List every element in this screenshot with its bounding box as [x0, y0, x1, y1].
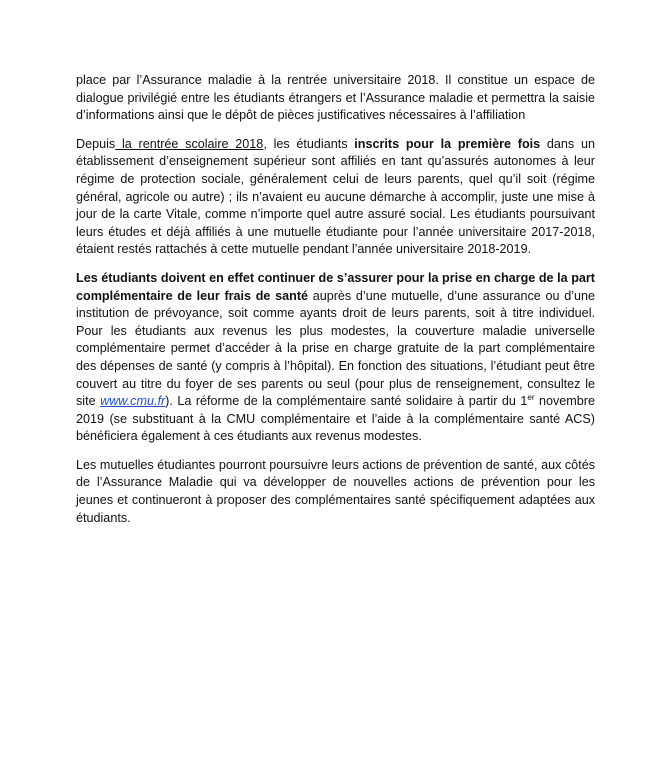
underlined-date-phrase: la rentrée scolaire 2018 [115, 136, 264, 151]
paragraph-affiliation-intro [76, 72, 595, 125]
document-page [76, 72, 595, 527]
paragraph-rentree-2018 [76, 136, 595, 259]
paragraph-text: auprès d’une mutuelle, d’une assurance ou d’une institution de prévoyance, soit comme ayants droit de leurs parents, soit à titre individuel. Pour les étudiants aux revenus les plus modestes, la couverture maladie universelle complémentaire permet d’accéder à la prise en charge gratuite de la part complémentaire des dépenses de santé (y compris à l’hôpital). En fonction des situations, l’étudiant peut être couvert au titre du foyer de ses parents ou seul (pour plus de renseignement, consultez le site [76, 288, 596, 409]
bold-phrase: inscrits pour la première fois [354, 136, 541, 151]
paragraph-text: novembre 2019 (se substituant à la CMU complémentaire et l’aide à la complémentaire santé ACS) bénéficiera également à ces étudiants aux revenus modestes. [76, 394, 595, 444]
paragraph-text: ). La réforme de la complémentaire santé solidaire à partir du 1 [165, 394, 528, 409]
paragraph-text: dans un établissement d’enseignement supérieur sont affiliés en tant qu’assurés autonomes à leur régime de protection sociale, généralement celui de leurs parents, quel qu’il soit (régime général, agricole ou autre) ; ils n’avaient eu aucune démarche à accomplir, juste une mise à jour de la carte Vitale, comme n’importe quel autre assuré social. Les étudiants poursuivant leurs études et déjà affiliés à une mutuelle étudiante pour l’année universitaire 2017-2018, étaient restés rattachés à cette mutuelle pendant l’année universitaire 2018-2019. [76, 136, 595, 257]
paragraph-text: , les étudiants [263, 136, 355, 151]
ordinal-superscript: er [527, 392, 535, 402]
paragraph-student-mutuals [76, 457, 595, 527]
paragraph-text: Depuis [76, 136, 116, 151]
paragraph-text: place par l’Assurance maladie à la rentrée universitaire 2018. Il constitue un espace de dialogue privilégié entre les étudiants étrangers et l’Assurance maladie et permettra la saisie d’informations ainsi que le dépôt de pièces justificatives nécessaires à l’affiliation [76, 73, 595, 123]
cmu-website-link[interactable]: www.cmu.fr [100, 394, 166, 409]
paragraph-complementary-insurance [76, 270, 595, 446]
bold-phrase: Les étudiants doivent en effet continuer de s’assurer pour la prise en charge de la part complémentaire de leur frais de santé [76, 270, 595, 303]
paragraph-text: Les mutuelles étudiantes pourront poursuivre leurs actions de prévention de santé, aux côtés de l’Assurance Maladie qui va développer de nouvelles actions de prévention pour les jeunes et continueront à proposer des complémentaires santé spécifiquement adaptées aux étudiants. [76, 457, 595, 525]
